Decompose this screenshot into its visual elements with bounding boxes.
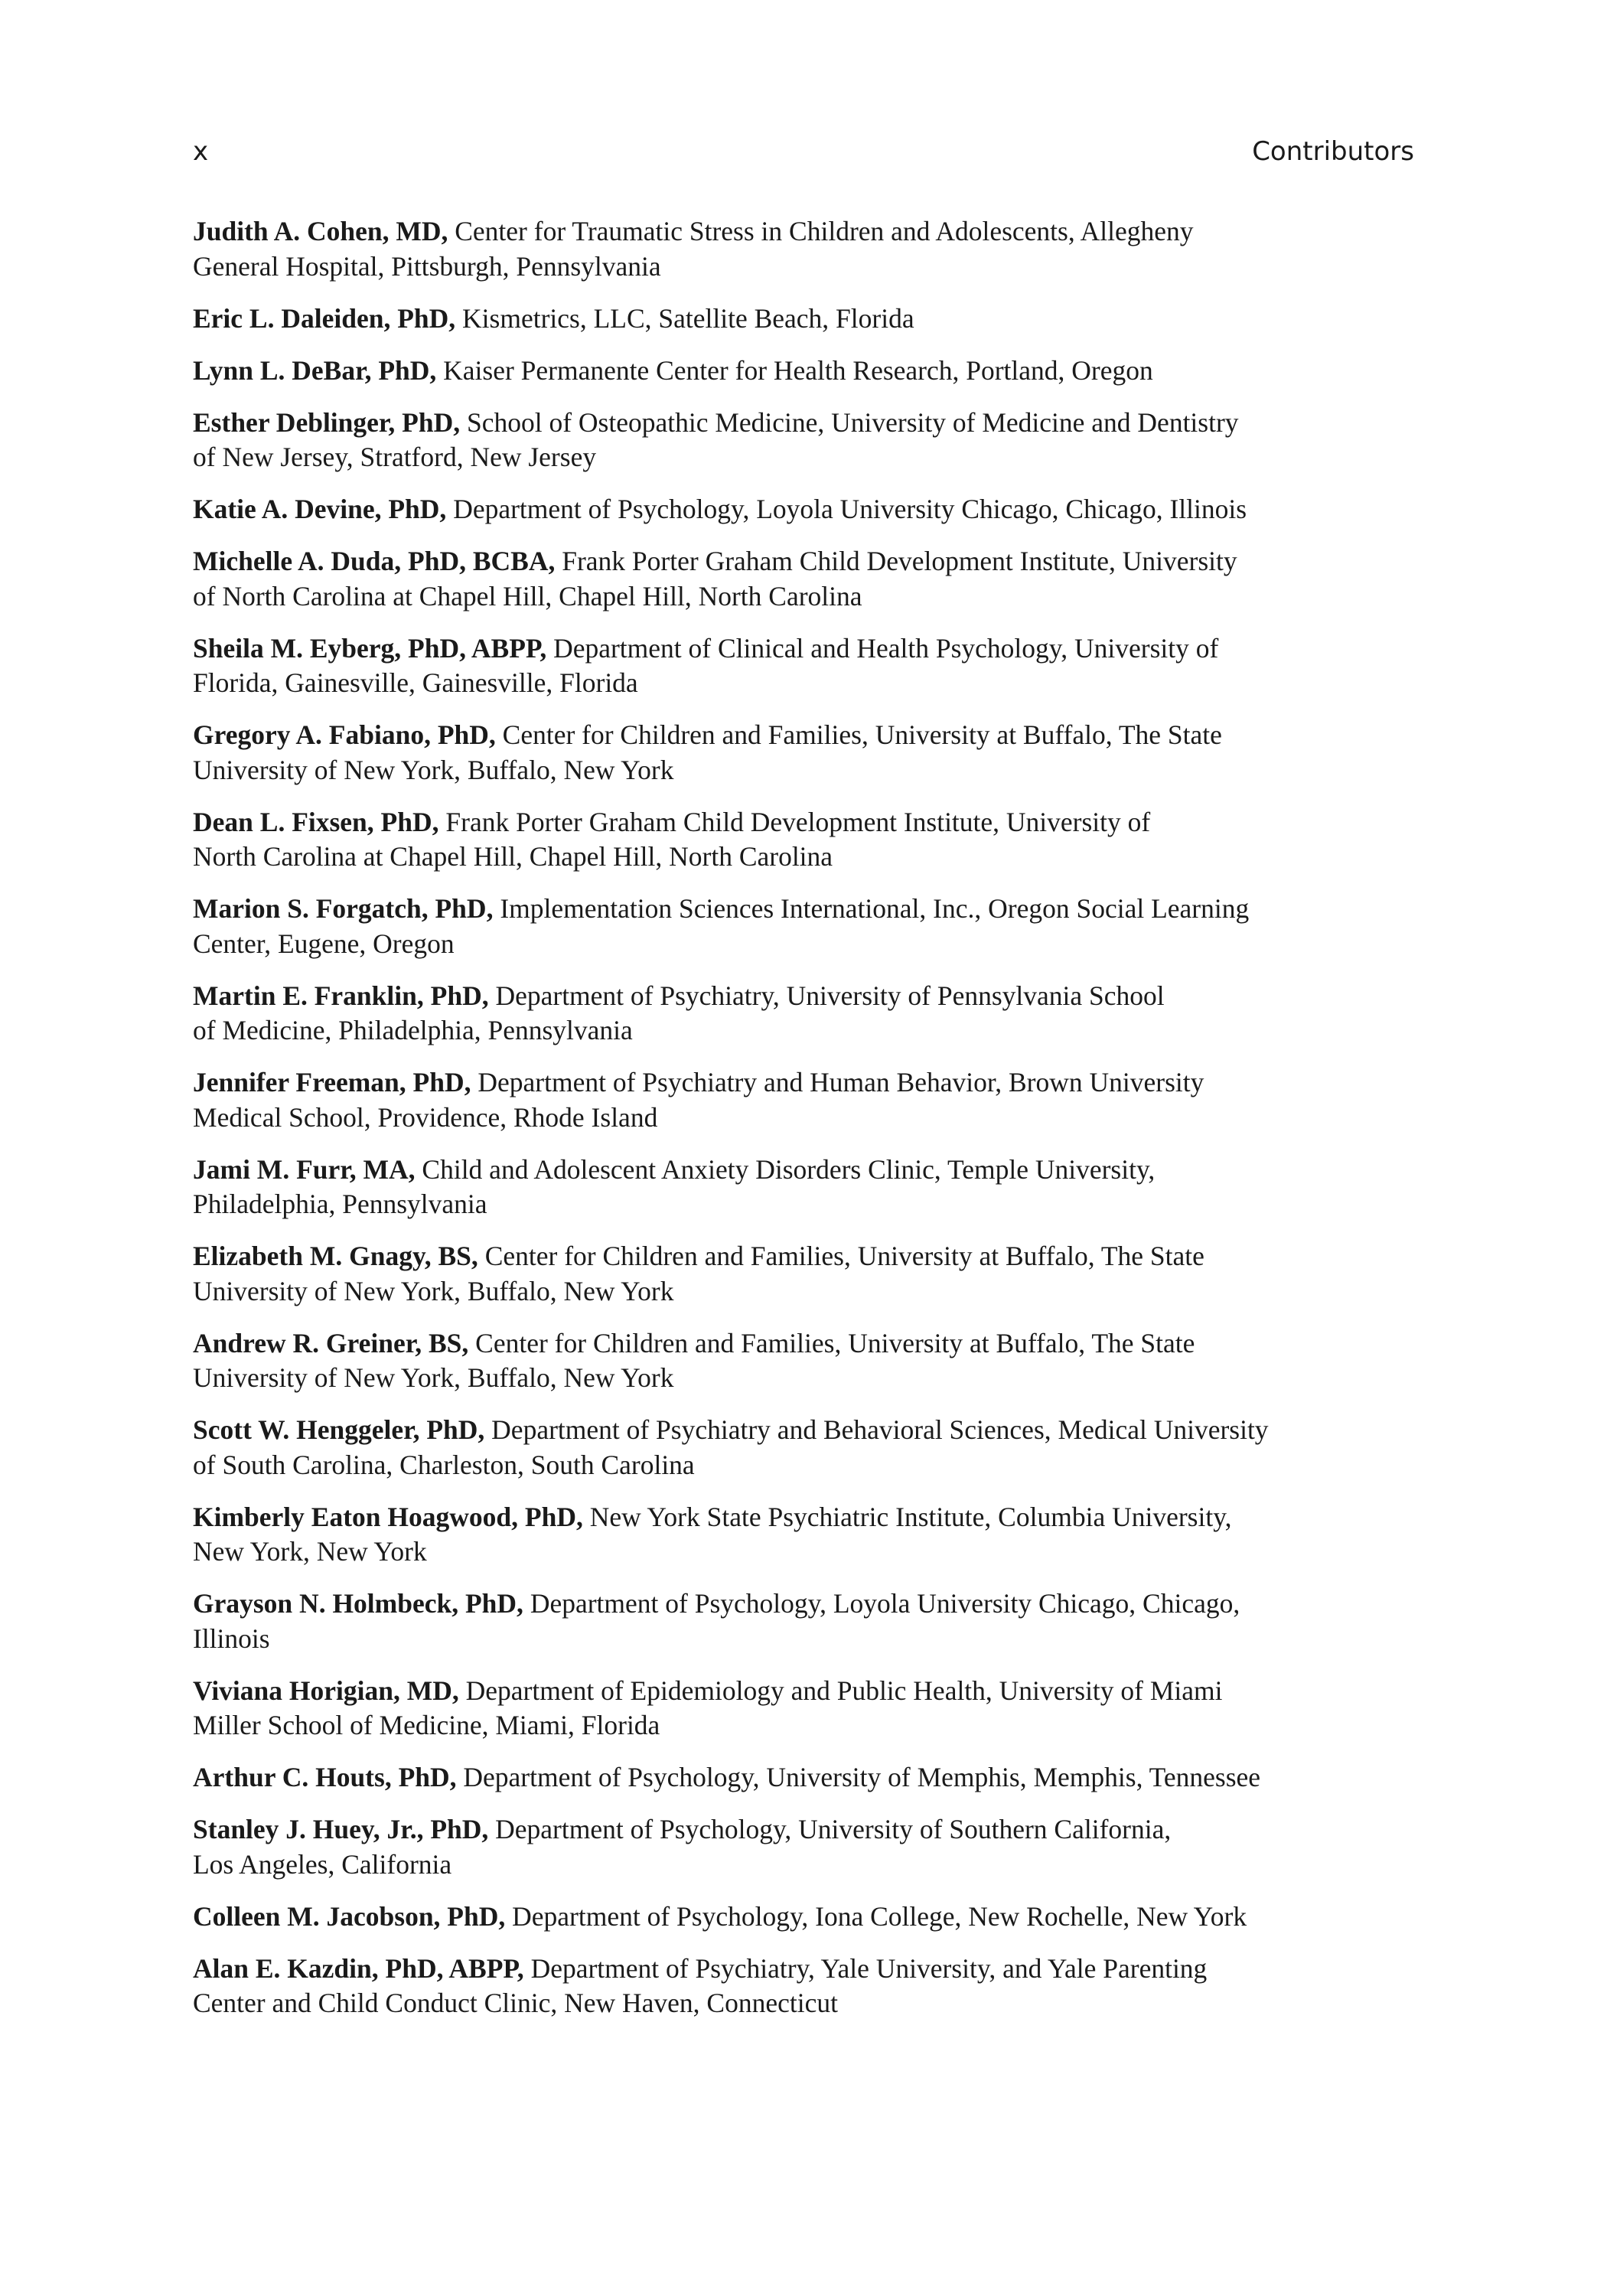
contributor-name: Dean L. Fixsen, PhD, — [193, 806, 439, 837]
contributor-affiliation-line2: of South Carolina, Charleston, South Carolina — [193, 1449, 695, 1480]
contributor-name: Andrew R. Greiner, BS, — [193, 1327, 469, 1358]
contributor-list — [193, 214, 1417, 2038]
contributor-entry — [193, 1587, 1417, 1656]
contributor-entry — [193, 892, 1417, 961]
contributor-affiliation-line1: Kismetrics, LLC, Satellite Beach, Florida — [462, 302, 914, 334]
contributor-entry — [193, 406, 1417, 475]
contributor-entry — [193, 1239, 1417, 1309]
contributor-name: Gregory A. Fabiano, PhD, — [193, 719, 496, 750]
contributor-affiliation-line2: Medical School, Providence, Rhode Island — [193, 1101, 658, 1133]
contributor-affiliation-line1: Department of Psychiatry and Human Behavior, Brown University — [478, 1067, 1204, 1097]
contributor-affiliation-line1: Department of Psychiatry, Yale University, and Yale Parenting — [530, 1952, 1208, 1984]
contributor-name: Judith A. Cohen, MD, — [193, 216, 448, 246]
contributor-name: Grayson N. Holmbeck, PhD, — [193, 1588, 523, 1619]
contributor-affiliation-line1: Kaiser Permanente Center for Health Research, Portland, Oregon — [443, 354, 1153, 386]
contributor-affiliation-line2: Center, Eugene, Oregon — [193, 928, 455, 959]
contributor-affiliation-line2: General Hospital, Pittsburgh, Pennsylvania — [193, 250, 661, 282]
contributor-affiliation-line2: Philadelphia, Pennsylvania — [193, 1189, 487, 1219]
contributor-affiliation-line1: Department of Clinical and Health Psychology, University of — [553, 632, 1219, 664]
contributor-affiliation-line2: of North Carolina at Chapel Hill, Chapel Hill, North Carolina — [193, 580, 862, 612]
contributor-affiliation-line2: of New Jersey, Stratford, New Jersey — [193, 442, 597, 472]
contributor-affiliation-line1: Frank Porter Graham Child Development Institute, University — [562, 546, 1237, 576]
contributor-entry — [193, 1413, 1417, 1482]
contributor-name: Viviana Horigian, MD, — [193, 1675, 459, 1706]
contributor-name: Esther Deblinger, PhD, — [193, 406, 461, 438]
contributor-name: Michelle A. Duda, PhD, BCBA, — [193, 546, 556, 576]
contributor-affiliation-line1: Department of Psychiatry, University of Pennsylvania School — [495, 980, 1165, 1011]
contributor-entry — [193, 302, 1417, 337]
section-title: Contributors — [1252, 136, 1414, 167]
contributor-name: Marion S. Forgatch, PhD, — [193, 893, 494, 924]
contributor-affiliation-line2: Illinois — [193, 1623, 270, 1654]
contributor-name: Sheila M. Eyberg, PhD, ABPP, — [193, 632, 547, 664]
contributor-affiliation-line1: Department of Psychology, Iona College, New Rochelle, New York — [512, 1900, 1247, 1932]
contributor-affiliation-line2: Miller School of Medicine, Miami, Florida — [193, 1710, 660, 1740]
contributor-affiliation-line2: University of New York, Buffalo, New York — [193, 1362, 674, 1393]
contributor-affiliation-line2: of Medicine, Philadelphia, Pennsylvania — [193, 1015, 633, 1045]
contributor-entry — [193, 1900, 1417, 1935]
page-number: x — [193, 136, 209, 167]
contributor-name: Stanley J. Huey, Jr., PhD, — [193, 1814, 489, 1844]
running-head — [193, 136, 1414, 173]
contributor-name: Martin E. Franklin, PhD, — [193, 980, 489, 1011]
contributor-entry — [193, 544, 1417, 614]
contributor-affiliation-line1: Department of Psychology, University of Memphis, Memphis, Tennessee — [463, 1762, 1261, 1792]
contributor-affiliation-line1: Center for Children and Families, University at Buffalo, The State — [484, 1241, 1204, 1271]
contributor-affiliation-line2: Florida, Gainesville, Gainesville, Florida — [193, 667, 638, 698]
contributor-name: Eric L. Daleiden, PhD, — [193, 302, 456, 334]
contributor-affiliation-line1: Center for Children and Families, University at Buffalo, The State — [475, 1327, 1195, 1358]
contributor-name: Alan E. Kazdin, PhD, ABPP, — [193, 1952, 524, 1984]
contributor-affiliation-line1: School of Osteopathic Medicine, University of Medicine and Dentistry — [466, 406, 1239, 438]
contributor-affiliation-line2: New York, New York — [193, 1536, 427, 1567]
contributor-affiliation-line1: Implementation Sciences International, Inc., Oregon Social Learning — [500, 893, 1250, 924]
contributor-entry — [193, 1326, 1417, 1396]
contributor-entry — [193, 214, 1417, 284]
contributor-entry — [193, 1153, 1417, 1222]
contributor-affiliation-line1: New York State Psychiatric Institute, Columbia University, — [589, 1501, 1232, 1532]
contributor-entry — [193, 1812, 1417, 1882]
contributor-entry — [193, 631, 1417, 701]
contributor-name: Jami M. Furr, MA, — [193, 1153, 416, 1185]
contributor-entry — [193, 1500, 1417, 1570]
contributor-entry — [193, 718, 1417, 788]
contributor-name: Jennifer Freeman, PhD, — [193, 1067, 471, 1097]
contributor-entry — [193, 1760, 1417, 1795]
contributor-entry — [193, 805, 1417, 875]
contributor-affiliation-line1: Department of Epidemiology and Public Health, University of Miami — [465, 1675, 1223, 1706]
contributor-entry — [193, 1065, 1417, 1135]
contributor-entry — [193, 1674, 1417, 1743]
contributor-affiliation-line2: North Carolina at Chapel Hill, Chapel Hill, North Carolina — [193, 841, 833, 872]
contributor-affiliation-line2: Center and Child Conduct Clinic, New Haven, Connecticut — [193, 1988, 838, 2018]
contributor-name: Elizabeth M. Gnagy, BS, — [193, 1241, 478, 1271]
contributor-affiliation-line1: Center for Children and Families, University at Buffalo, The State — [502, 719, 1222, 750]
contributor-entry — [193, 492, 1417, 527]
contributor-affiliation-line1: Center for Traumatic Stress in Children and Adolescents, Allegheny — [455, 216, 1194, 246]
contributor-affiliation-line1: Department of Psychiatry and Behavioral Sciences, Medical University — [491, 1414, 1269, 1445]
contributor-affiliation-line1: Department of Psychology, University of Southern California, — [495, 1814, 1172, 1844]
contributor-name: Arthur C. Houts, PhD, — [193, 1762, 457, 1792]
contributor-name: Katie A. Devine, PhD, — [193, 494, 447, 524]
contributor-name: Colleen M. Jacobson, PhD, — [193, 1900, 506, 1932]
contributor-name: Lynn L. DeBar, PhD, — [193, 354, 437, 386]
contributor-affiliation-line1: Department of Psychology, Loyola University Chicago, Chicago, Illinois — [453, 494, 1247, 524]
contributor-affiliation-line2: University of New York, Buffalo, New York — [193, 1275, 674, 1306]
contributor-affiliation-line2: University of New York, Buffalo, New York — [193, 754, 674, 785]
contributor-entry — [193, 979, 1417, 1049]
contributor-affiliation-line1: Department of Psychology, Loyola University Chicago, Chicago, — [530, 1588, 1240, 1619]
contributor-name: Kimberly Eaton Hoagwood, PhD, — [193, 1501, 583, 1532]
contributor-affiliation-line2: Los Angeles, California — [193, 1848, 452, 1880]
contributor-affiliation-line1: Child and Adolescent Anxiety Disorders Clinic, Temple University, — [422, 1153, 1156, 1185]
contributor-name: Scott W. Henggeler, PhD, — [193, 1414, 485, 1445]
contributor-entry — [193, 354, 1417, 389]
contributor-entry — [193, 1952, 1417, 2021]
contributor-affiliation-line1: Frank Porter Graham Child Development Institute, University of — [445, 806, 1151, 837]
